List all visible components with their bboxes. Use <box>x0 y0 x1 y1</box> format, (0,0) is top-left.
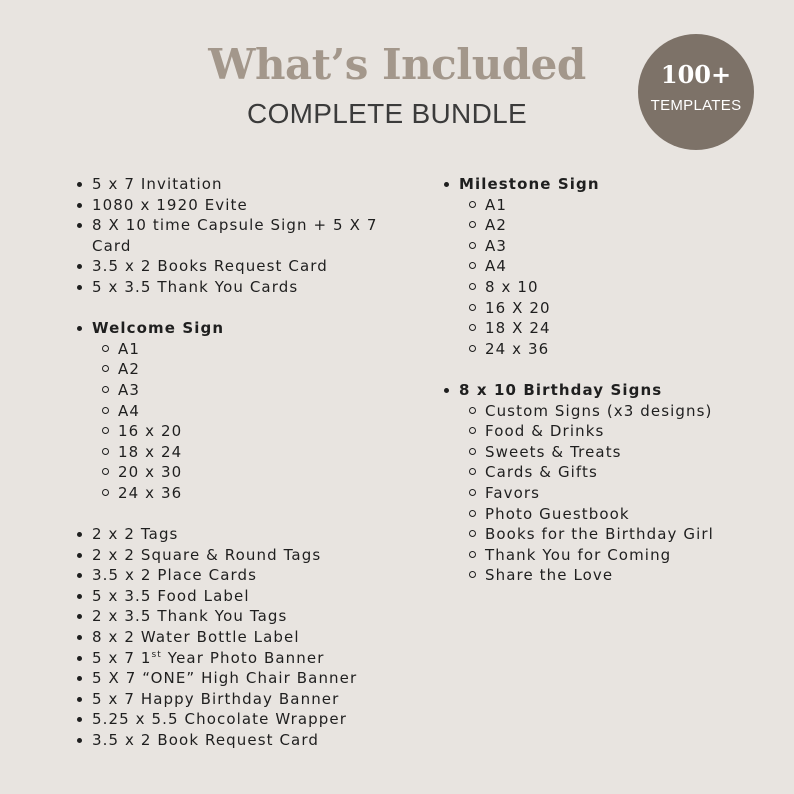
list-item: 5 x 7 Invitation <box>76 174 416 195</box>
list-item: 3.5 x 2 Books Request Card <box>76 256 416 277</box>
list-item: Food & Drinks <box>443 421 783 442</box>
list-item: 2 x 2 Square & Round Tags <box>76 545 416 566</box>
list-item: A2 <box>443 215 783 236</box>
list-item: 5 x 3.5 Food Label <box>76 586 416 607</box>
list-item: Sweets & Treats <box>443 442 783 463</box>
page-title: What’s Included <box>208 40 586 89</box>
list-item: 18 x 24 <box>76 442 416 463</box>
list-item: 2 x 2 Tags <box>76 524 416 545</box>
list-item-continuation: Card <box>92 236 132 255</box>
list-item: A1 <box>76 339 416 360</box>
list-item: A3 <box>443 236 783 257</box>
list-item: 24 x 36 <box>76 483 416 504</box>
list-item: A1 <box>443 195 783 216</box>
list-item: 5 x 3.5 Thank You Cards <box>76 277 416 298</box>
list-item: 8 x 2 Water Bottle Label <box>76 627 416 648</box>
list-item: 5 x 7 Happy Birthday Banner <box>76 689 416 710</box>
list-item: 8 x 10 <box>443 277 783 298</box>
right-column <box>443 174 783 586</box>
list-item: A4 <box>76 401 416 422</box>
list-item-photo-banner <box>76 648 416 669</box>
list-item: Favors <box>443 483 783 504</box>
banner-superscript: st <box>151 649 162 660</box>
milestone-sign-heading: Milestone Sign <box>443 174 783 195</box>
banner-suffix: Year Photo Banner <box>161 648 325 667</box>
page-subtitle: COMPLETE BUNDLE <box>247 98 527 129</box>
welcome-sign-list <box>76 318 416 503</box>
badge-count: 100+ <box>660 60 732 89</box>
birthday-signs-heading: 8 x 10 Birthday Signs <box>443 380 783 401</box>
milestone-sign-list <box>443 174 783 359</box>
basic-items-list <box>76 174 416 298</box>
template-count-badge <box>638 34 754 150</box>
list-item: A4 <box>443 256 783 277</box>
list-item: 16 X 20 <box>443 298 783 319</box>
list-item: Cards & Gifts <box>443 462 783 483</box>
list-item: 18 X 24 <box>443 318 783 339</box>
list-item: A3 <box>76 380 416 401</box>
list-item: 8 X 10 time Capsule Sign + 5 X 7 <box>76 215 416 236</box>
list-item: Books for the Birthday Girl <box>443 524 783 545</box>
list-item: 16 x 20 <box>76 421 416 442</box>
list-item: Custom Signs (x3 designs) <box>443 401 783 422</box>
birthday-signs-list <box>443 380 783 586</box>
list-item: Share the Love <box>443 565 783 586</box>
list-item: A2 <box>76 359 416 380</box>
badge-label: TEMPLATES <box>650 97 742 114</box>
list-item: Thank You for Coming <box>443 545 783 566</box>
list-item: 2 x 3.5 Thank You Tags <box>76 606 416 627</box>
list-item: 24 x 36 <box>443 339 783 360</box>
list-item: 3.5 x 2 Place Cards <box>76 565 416 586</box>
list-item: 20 x 30 <box>76 462 416 483</box>
list-item: 5.25 x 5.5 Chocolate Wrapper <box>76 709 416 730</box>
list-item: 1080 x 1920 Evite <box>76 195 416 216</box>
left-column <box>76 174 416 751</box>
welcome-sign-heading: Welcome Sign <box>76 318 416 339</box>
list-item: 5 X 7 “ONE” High Chair Banner <box>76 668 416 689</box>
list-item: Photo Guestbook <box>443 504 783 525</box>
banner-prefix: 5 x 7 1 <box>92 648 152 667</box>
party-items-list <box>76 524 416 751</box>
list-item: 3.5 x 2 Book Request Card <box>76 730 416 751</box>
